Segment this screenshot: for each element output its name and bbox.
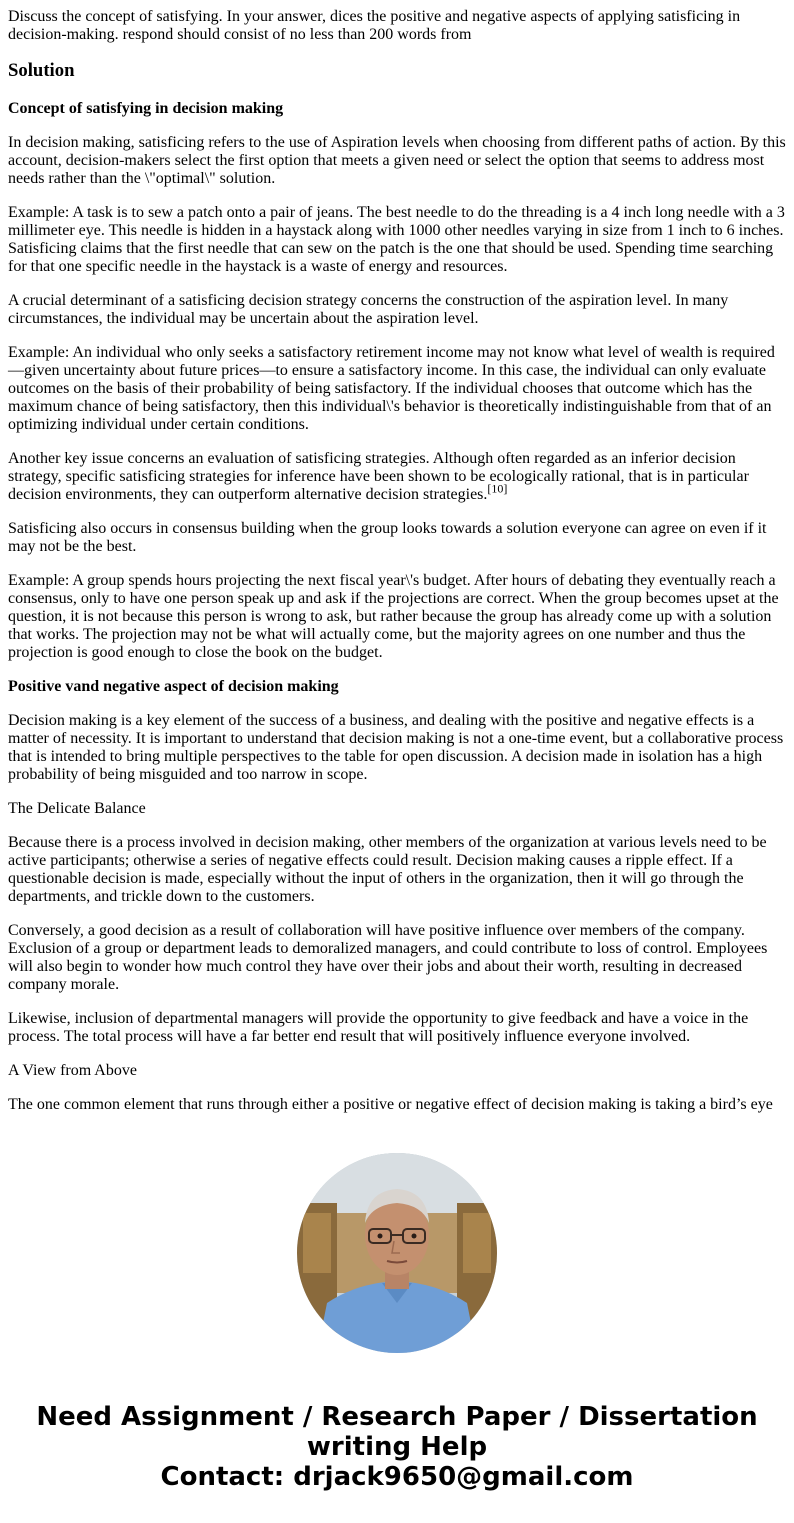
solution-heading: Solution — [8, 60, 75, 81]
paragraph-text: Another key issue concerns an evaluation of satisficing strategies. Although often regarded as an inferior decision strategy, specific satisficing strategies for inference have been shown to be ecologically rational, that is in particular decision environments, they can outperform alternative decision strategies. — [8, 450, 749, 503]
paragraph: Because there is a process involved in decision making, other members of the organization at various levels need to be active participants; otherwise a series of negative effects could result. Decision making causes a ripple effect. If a questionable decision is made, especially without the input of others in the organization, then it will go through the departments, and trickle down to the customers. — [8, 834, 767, 905]
footnote-reference: [10] — [487, 481, 508, 496]
paragraph: In decision making, satisficing refers to the use of Aspiration levels when choosing from different paths of action. By this account, decision-makers select the first option that meets a given need or select the option that seems to address most needs rather than the \"optimal\" solution. — [8, 134, 786, 187]
person-portrait-image — [297, 1153, 497, 1353]
banner-line: writing Help — [306, 1432, 488, 1462]
section-heading-aspects: Positive vand negative aspect of decision making — [8, 678, 339, 695]
paragraph: Satisficing also occurs in consensus building when the group looks towards a solution everyone can agree on even if it may not be the best. — [8, 520, 767, 555]
contact-email: Contact: drjack9650@gmail.com — [160, 1462, 634, 1492]
paragraph-with-footnote — [8, 450, 786, 504]
author-avatar — [297, 1153, 497, 1353]
answer-document — [8, 8, 786, 1130]
question-text: Discuss the concept of satisfying. In your answer, dices the positive and negative aspects of applying satisficing in decision-making. respond should consist of no less than 200 words from — [8, 8, 741, 43]
section-heading-concept: Concept of satisfying in decision making — [8, 100, 284, 117]
subheading-view-from-above: A View from Above — [8, 1062, 137, 1079]
subheading-delicate-balance: The Delicate Balance — [8, 800, 146, 817]
paragraph: The one common element that runs through either a positive or negative effect of decision making is taking a bird’s eye — [8, 1096, 773, 1113]
banner-line: Need Assignment / Research Paper / Dissertation — [36, 1402, 758, 1432]
paragraph: Example: A group spends hours projecting the next fiscal year\'s budget. After hours of debating they eventually reach a consensus, only to have one person speak up and ask if the projections are correct. When the group becomes upset at the question, it is not because this person is wrong to ask, but rather because the group has already come up with a solution that works. The projection may not be what will actually come, but the majority agrees on one number and thus the projection is good enough to close the book on the budget. — [8, 572, 779, 661]
contact-banner — [0, 1402, 794, 1492]
paragraph: Decision making is a key element of the success of a business, and dealing with the positive and negative effects is a matter of necessity. It is important to understand that decision making is not a one-time event, but a collaborative process that is intended to bring multiple perspectives to the table for open discussion. A decision made in isolation has a high probability of being misguided and too narrow in scope. — [8, 712, 784, 783]
paragraph: A crucial determinant of a satisficing decision strategy concerns the construction of the aspiration level. In many circumstances, the individual may be uncertain about the aspiration level. — [8, 292, 729, 327]
paragraph: Example: A task is to sew a patch onto a pair of jeans. The best needle to do the threading is a 4 inch long needle with a 3 millimeter eye. This needle is hidden in a haystack along with 1000 other needles varying in size from 1 inch to 6 inches. Satisficing claims that the first needle that can sew on the patch is the one that should be used. Spending time searching for that one specific needle in the haystack is a waste of energy and resources. — [8, 204, 785, 275]
paragraph: Conversely, a good decision as a result of collaboration will have positive influence over members of the company. Exclusion of a group or department leads to demoralized managers, and could contribute to loss of control. Employees will also begin to wonder how much control they have over their jobs and about their worth, resulting in decreased company morale. — [8, 922, 768, 993]
paragraph: Likewise, inclusion of departmental managers will provide the opportunity to give feedback and have a voice in the process. The total process will have a far better end result that will positively influence everyone involved. — [8, 1010, 749, 1045]
paragraph: Example: An individual who only seeks a satisfactory retirement income may not know what level of wealth is required—given uncertainty about future prices—to ensure a satisfactory income. In this case, the individual can only evaluate outcomes on the basis of their probability of being satisfactory. If the individual chooses that outcome which has the maximum chance of being satisfactory, then this individual\'s behavior is theoretically indistinguishable from that of an optimizing individual under certain conditions. — [8, 344, 775, 433]
